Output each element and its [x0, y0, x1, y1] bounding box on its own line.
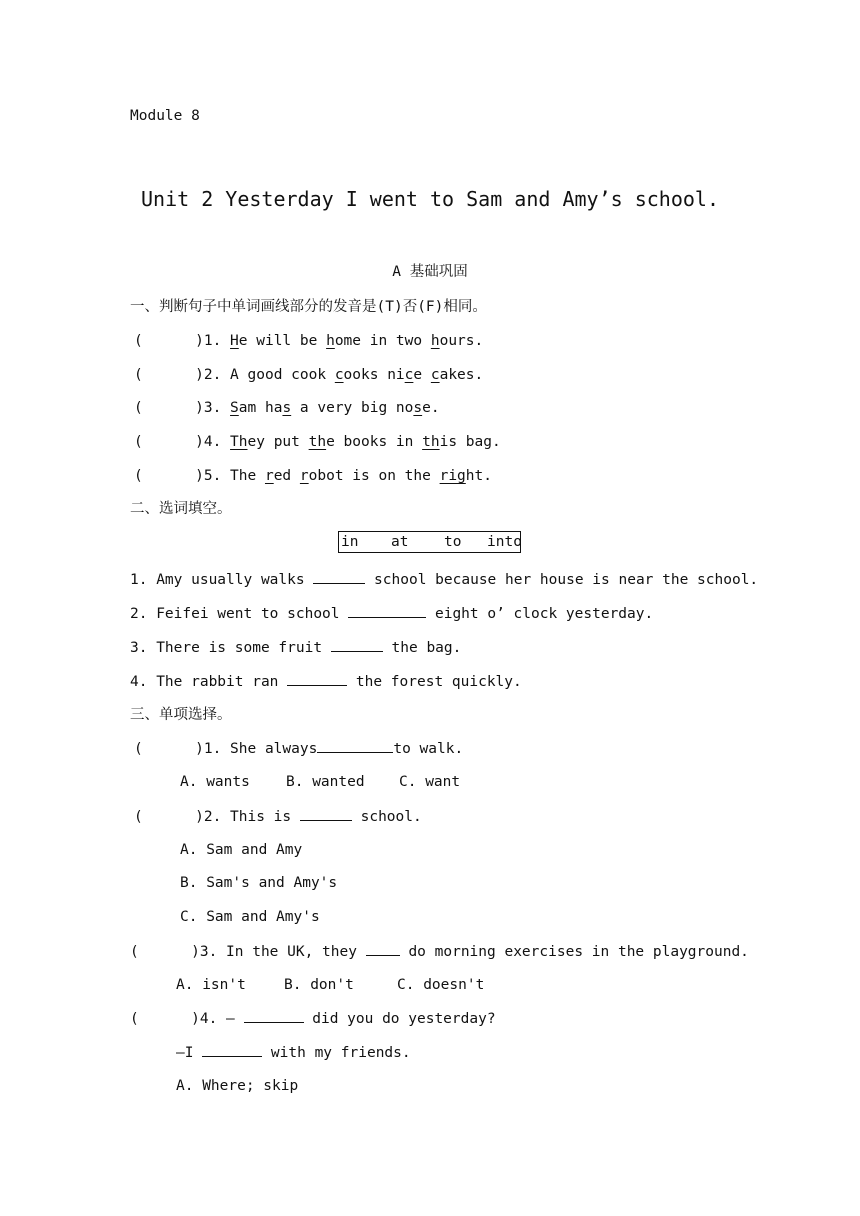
q2-option-c: C. Sam and Amy's — [180, 909, 320, 925]
part1-item — [134, 365, 483, 385]
q1-option-c: C. want — [399, 774, 461, 790]
answer-paren[interactable]: ( ) — [134, 367, 204, 383]
answer-blank[interactable] — [331, 637, 383, 652]
word-bank-word: in — [341, 534, 359, 550]
answer-blank[interactable] — [244, 1008, 304, 1023]
q3-option-b: B. don't — [284, 977, 354, 993]
sentence-text: e — [413, 367, 431, 383]
item-number: 2. — [203, 367, 222, 383]
item-number: 3. — [203, 400, 222, 416]
answer-blank[interactable] — [287, 671, 347, 686]
sentence-text: obot is on the — [308, 468, 440, 484]
underlined-letters: h — [326, 333, 335, 349]
underlined-letters: s — [282, 400, 292, 416]
question-1: ( )1. She always to walk. — [134, 738, 463, 759]
part1-heading: 一、判断句子中单词画线部分的发音是(T)否(F)相同。 — [130, 299, 487, 315]
answer-paren[interactable]: ( ) — [134, 741, 204, 757]
page-title: Unit 2 Yesterday I went to Sam and Amy’s school. — [141, 187, 719, 211]
sentence-text: ht. — [465, 468, 492, 484]
sentence-text: ours. — [439, 333, 484, 349]
q3-option-c: C. doesn't — [397, 977, 485, 993]
q4-response: —I with my friends. — [176, 1042, 411, 1063]
part2-item: 4. The rabbit ran the forest quickly. — [130, 671, 522, 692]
underlined-letters: h — [430, 333, 440, 349]
question-4: ( )4. — did you do yesterday? — [130, 1008, 496, 1029]
answer-blank[interactable] — [317, 738, 393, 753]
question-2: ( )2. This is school. — [134, 806, 422, 827]
part1-item — [134, 398, 440, 418]
answer-paren[interactable]: ( ) — [134, 809, 204, 825]
underlined-letters: c — [430, 367, 440, 383]
answer-paren[interactable]: ( ) — [134, 468, 204, 484]
sentence-text: akes. — [439, 367, 484, 383]
q1-option-a: A. wants — [180, 774, 250, 790]
answer-paren[interactable]: ( ) — [134, 400, 204, 416]
part1-item — [134, 466, 492, 486]
part2-item: 1. Amy usually walks school because her house is near the school. — [130, 569, 758, 590]
word-bank-box — [338, 531, 521, 553]
underlined-letters: r — [299, 468, 309, 484]
sentence-text: A good cook — [230, 367, 335, 383]
word-bank-word: to — [444, 534, 462, 550]
word-bank-word: at — [391, 534, 409, 550]
answer-blank[interactable] — [300, 806, 352, 821]
underlined-letters: c — [334, 367, 344, 383]
sentence-text: is bag. — [439, 434, 501, 450]
sentence-text: e. — [422, 400, 440, 416]
answer-paren[interactable]: ( ) — [134, 434, 204, 450]
answer-blank[interactable] — [202, 1042, 262, 1057]
item-number: 4. — [203, 434, 222, 450]
module-label: Module 8 — [130, 108, 200, 124]
word-bank-word: into — [487, 534, 522, 550]
part3-heading: 三、单项选择。 — [130, 707, 232, 723]
answer-blank[interactable] — [313, 569, 365, 584]
underlined-letters: H — [230, 333, 239, 349]
answer-paren[interactable]: ( ) — [134, 333, 204, 349]
underlined-letters: Th — [230, 434, 248, 450]
part2-item: 3. There is some fruit the bag. — [130, 637, 461, 658]
underlined-letters: th — [308, 434, 327, 450]
sentence-text: The — [230, 468, 265, 484]
question-3: ( )3. In the UK, they do morning exercises in the playground. — [130, 941, 749, 962]
item-number: 1. — [203, 333, 222, 349]
underlined-letters: c — [404, 367, 414, 383]
q2-option-b: B. Sam's and Amy's — [180, 875, 338, 891]
part2-item: 2. Feifei went to school eight o’ clock yesterday. — [130, 603, 653, 624]
sentence-text: ey put — [247, 434, 309, 450]
sentence-text: am ha — [238, 400, 283, 416]
section-a-heading: A 基础巩固 — [392, 264, 468, 280]
sentence-text: e books in — [326, 434, 423, 450]
sentence-text: ooks ni — [343, 367, 405, 383]
sentence-text: ed — [273, 468, 300, 484]
underlined-letters: th — [422, 434, 440, 450]
sentence-text: e will be — [238, 333, 327, 349]
q4-option-a: A. Where; skip — [176, 1078, 299, 1094]
item-number: 5. — [203, 468, 222, 484]
q1-option-b: B. wanted — [286, 774, 365, 790]
q3-option-a: A. isn't — [176, 977, 246, 993]
answer-paren[interactable]: ( ) — [130, 1011, 200, 1027]
part1-item — [134, 331, 483, 351]
part2-heading: 二、选词填空。 — [130, 501, 232, 517]
part1-item — [134, 432, 501, 452]
answer-blank[interactable] — [366, 941, 400, 956]
answer-paren[interactable]: ( ) — [130, 944, 200, 960]
underlined-letters: rig — [439, 468, 466, 484]
q2-option-a: A. Sam and Amy — [180, 842, 303, 858]
underlined-letters: S — [230, 400, 239, 416]
answer-blank[interactable] — [348, 603, 426, 618]
sentence-text: ome in two — [334, 333, 431, 349]
underlined-letters: s — [413, 400, 423, 416]
underlined-letters: r — [264, 468, 274, 484]
sentence-text: a very big no — [291, 400, 414, 416]
